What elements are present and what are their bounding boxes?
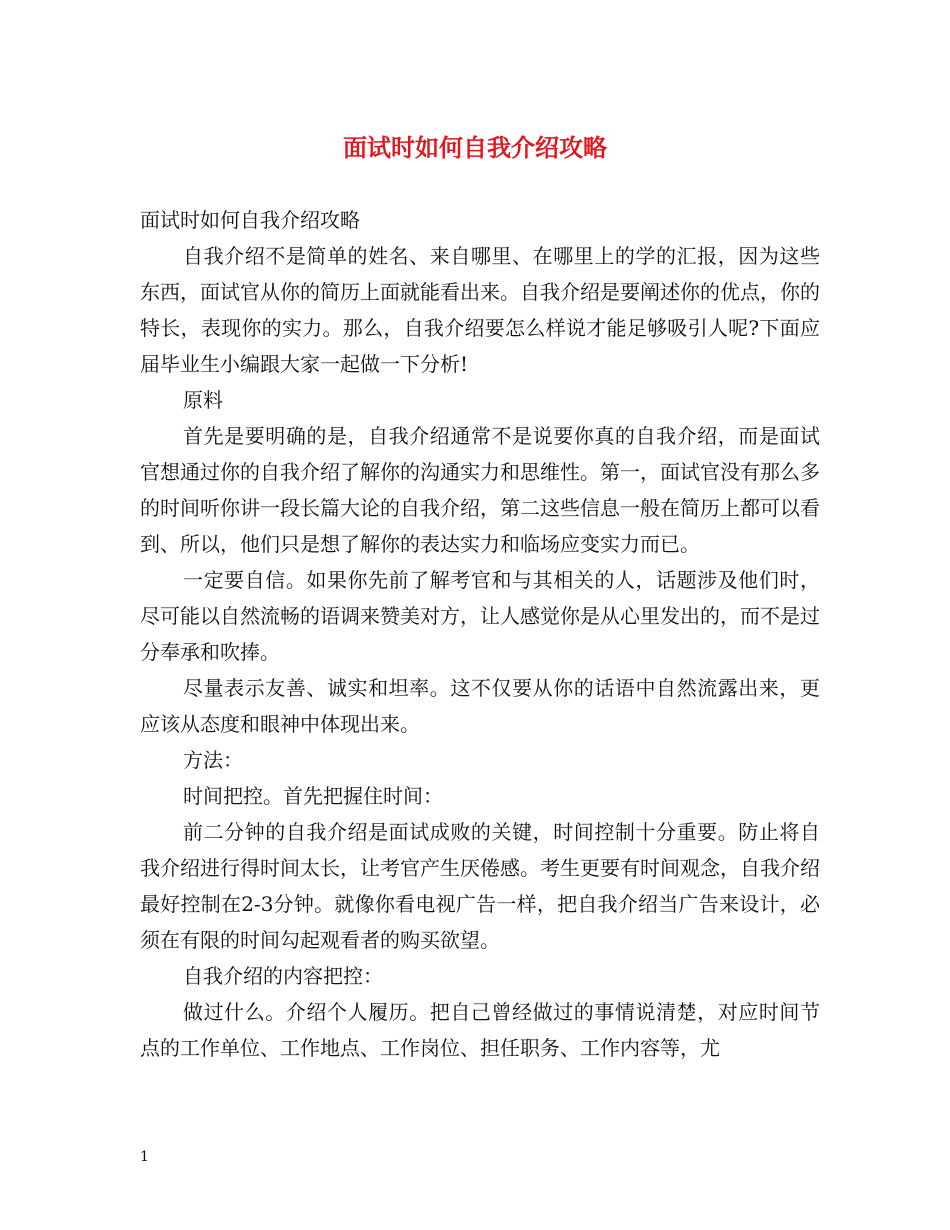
paragraph: 方法： bbox=[183, 748, 243, 772]
paragraph: 自我介绍不是简单的姓名、来自哪里、在哪里上的学的汇报，因为这些东西，面试官从你的简历上面就能看出来。自我介绍是要阐述你的优点，你的特长，表现你的实力。那么，自我介绍要怎么样说才能足够吸引人呢?下面应届毕业生小编跟大家一起做一下分析! bbox=[140, 244, 820, 376]
paragraph: 前二分钟的自我介绍是面试成败的关键，时间控制十分重要。防止将自我介绍进行得时间太长，让考官产生厌倦感。考生更要有时间观念，自我介绍最好控制在2-3分钟。就像你看电视广告一样，把自我介绍当广告来设计，必须在有限的时间勾起观看者的购买欲望。 bbox=[140, 820, 820, 952]
document-title: 面试时如何自我介绍攻略 bbox=[343, 133, 607, 162]
paragraph: 首先是要明确的是，自我介绍通常不是说要你真的自我介绍，而是面试官想通过你的自我介绍了解你的沟通实力和思维性。第一，面试官没有那么多的时间听你讲一段长篇大论的自我介绍，第二这些信息一般在简历上都可以看到、所以，他们只是想了解你的表达实力和临场应变实力而已。 bbox=[140, 424, 820, 556]
paragraph: 时间把控。首先把握住时间： bbox=[183, 784, 443, 808]
paragraph: 自我介绍的内容把控： bbox=[183, 964, 383, 988]
paragraph: 原料 bbox=[183, 388, 223, 412]
paragraph: 做过什么。介绍个人履历。把自己曾经做过的事情说清楚，对应时间节点的工作单位、工作地点、工作岗位、担任职务、工作内容等，尤 bbox=[140, 1000, 820, 1060]
document-body bbox=[140, 202, 820, 1066]
page-number: 1 bbox=[140, 1149, 149, 1165]
paragraph: 面试时如何自我介绍攻略 bbox=[140, 208, 360, 232]
paragraph: 一定要自信。如果你先前了解考官和与其相关的人，话题涉及他们时，尽可能以自然流畅的语调来赞美对方，让人感觉你是从心里发出的，而不是过分奉承和吹捧。 bbox=[140, 568, 820, 664]
paragraph: 尽量表示友善、诚实和坦率。这不仅要从你的话语中自然流露出来，更应该从态度和眼神中体现出来。 bbox=[140, 676, 820, 736]
